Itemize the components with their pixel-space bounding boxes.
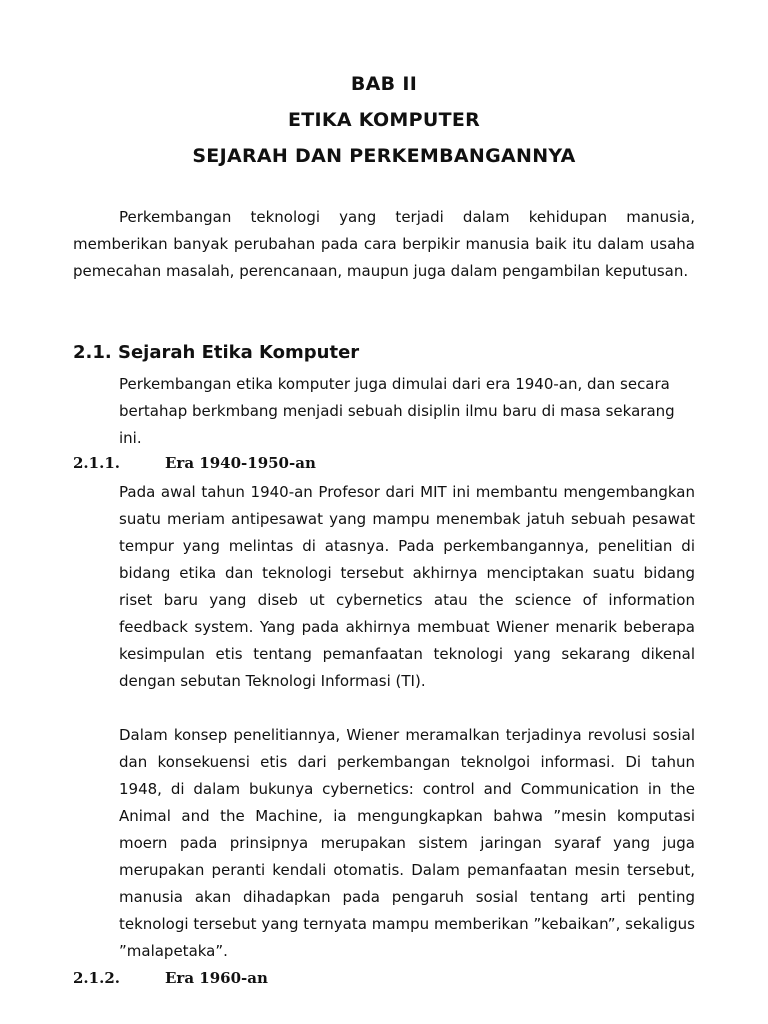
subsection-2-1-1-paragraph-2: Dalam konsep penelitiannya, Wiener meramalkan terjadinya revolusi sosial dan konsekuensi etis dari perkembangan teknolgoi informasi. Di tahun 1948, di dalam bukunya cybernetics: control and Communication in the Animal and the Machine, ia mengungkapkan bahwa ”mesin komputasi moern pada prinsipnya merupakan sistem jaringan syaraf yang juga merupakan peranti kendali otomatis. Dalam pemanfaatan mesin tersebut, manusia akan dihadapkan pada pengaruh sosial tentang arti penting teknologi tersebut yang ternyata mampu memberikan ”kebaikan”, sekaligus ”malapetaka”. bbox=[119, 726, 695, 960]
section-heading-2-1: 2.1. Sejarah Etika Komputer bbox=[73, 342, 360, 363]
chapter-title: ETIKA KOMPUTER bbox=[287, 109, 481, 131]
chapter-label: BAB II bbox=[350, 73, 418, 95]
subsection-number: 2.1.2. bbox=[73, 969, 120, 987]
subsection-title: Era 1940-1950-an bbox=[165, 454, 316, 472]
subsection-heading-2-1-2 bbox=[73, 969, 268, 987]
subsection-heading-2-1-1 bbox=[73, 454, 316, 472]
section-2-1-paragraph: Perkembangan etika komputer juga dimulai dari era 1940-an, dan secara bertahap berkmbang menjadi sebuah disiplin ilmu baru di masa sekarang ini. bbox=[119, 375, 675, 447]
subsection-title: Era 1960-an bbox=[165, 969, 268, 987]
subsection-2-1-1-paragraph-1: Pada awal tahun 1940-an Profesor dari MIT ini membantu mengembangkan suatu meriam antipesawat yang mampu menembak jatuh sebuah pesawat tempur yang melintas di atasnya. Pada perkembangannya, penelitian di bidang etika dan teknologi tersebut akhirnya menciptakan suatu bidang riset baru yang diseb ut cybernetics atau the science of information feedback system. Yang pada akhirnya membuat Wiener menarik beberapa kesimpulan etis tentang pemanfaatan teknologi yang sekarang dikenal dengan sebutan Teknologi Informasi (TI). bbox=[119, 483, 695, 690]
subsection-number: 2.1.1. bbox=[73, 454, 120, 472]
intro-paragraph: Perkembangan teknologi yang terjadi dalam kehidupan manusia, memberikan banyak perubahan pada cara berpikir manusia baik itu dalam usaha pemecahan masalah, perencanaan, maupun juga dalam pengambilan keputusan. bbox=[73, 208, 695, 280]
chapter-subtitle: SEJARAH DAN PERKEMBANGANNYA bbox=[192, 145, 576, 167]
